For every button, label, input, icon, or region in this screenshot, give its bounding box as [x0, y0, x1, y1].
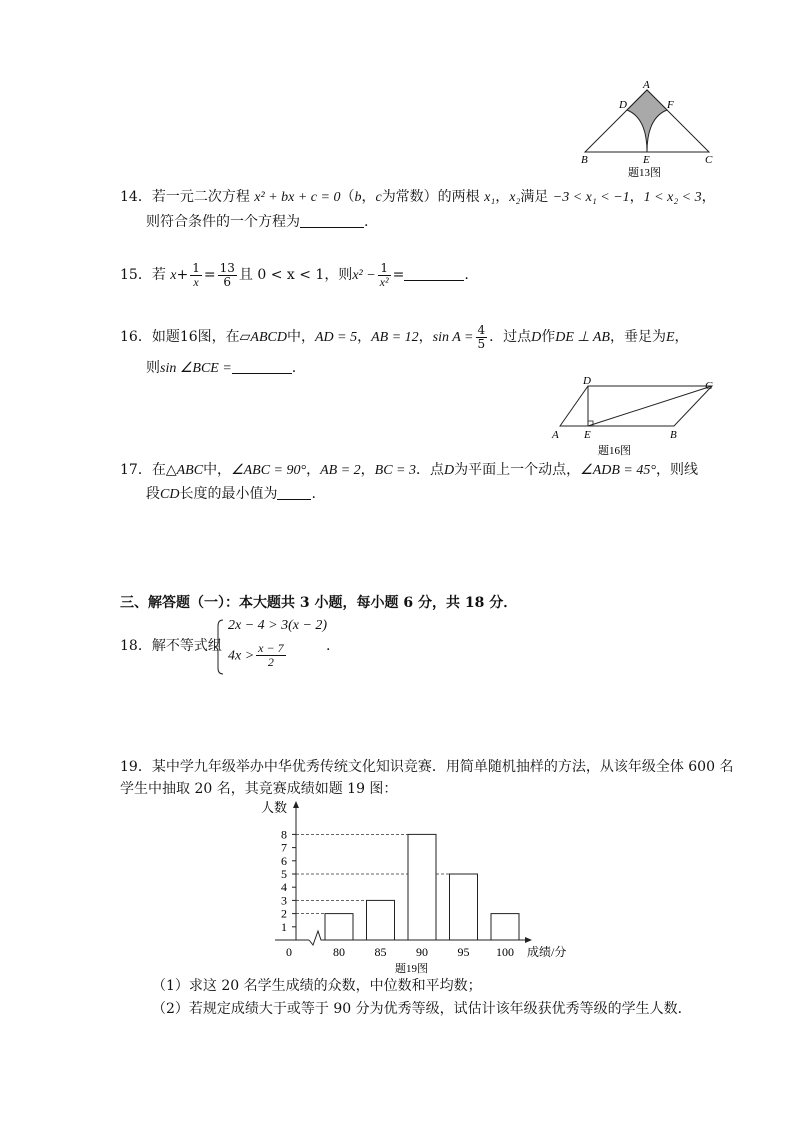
- q14-text-a: 若一元二次方程: [151, 189, 250, 205]
- q17-line1: 17．在△ABC中，∠ABC = 90°，AB = 2，BC = 3．点D为平面上一个动点，∠ADB = 45°，则线: [120, 462, 698, 478]
- q17-d: D: [444, 463, 455, 478]
- fig13-caption: 题13图: [628, 167, 661, 179]
- x-tick-label-95: 95: [457, 945, 470, 959]
- figure-16: [548, 376, 720, 458]
- q14-equation: x² + bx + c = 0: [254, 190, 341, 205]
- q15-answer-blank[interactable]: [404, 266, 464, 281]
- y-tick-label-8: 8: [281, 827, 287, 842]
- q14-answer-blank[interactable]: [300, 213, 364, 228]
- fig16-label-C: C: [705, 380, 713, 392]
- q17-line2-a: 段: [146, 486, 160, 502]
- q18-ineq2: [228, 642, 288, 669]
- q14-text-b: （: [340, 189, 355, 205]
- q17-text-e: ，则线: [655, 462, 698, 478]
- q15-frac3: $\frac{1}{\text{x²}}$: [379, 260, 389, 289]
- q14-text-d: 满足: [520, 189, 549, 205]
- q17-ab: AB = 2: [320, 463, 361, 478]
- q17-end: .: [311, 486, 316, 502]
- fig16-label-E: E: [584, 429, 591, 441]
- q14-line2: [146, 212, 368, 232]
- q14-cond2: 1 < x₂ < 3: [643, 190, 702, 205]
- q14-c: c: [375, 190, 382, 205]
- q15-expr: x² −: [352, 268, 376, 283]
- q15-eq: =: [203, 267, 216, 283]
- bar-90: [408, 834, 436, 940]
- q16-e: E: [665, 330, 675, 345]
- q15-cond: 且 0 < x < 1: [238, 267, 325, 283]
- q18-label: [120, 636, 222, 656]
- q17-angle: ∠ABC = 90°: [231, 463, 307, 478]
- x-axis-arrow: [525, 937, 532, 943]
- q15-eq2: =: [392, 267, 405, 283]
- y-tick-label-4: 4: [281, 880, 287, 895]
- q19-line1-text: 某中学九年级举办中华优秀传统文化知识竞赛．用简单随机抽样的方法，从该年级全体 600 名: [151, 759, 734, 775]
- q16-line2-a: 则: [146, 360, 160, 376]
- q15-text-b: ，则: [324, 267, 353, 283]
- q17-abc: ABC: [176, 463, 204, 478]
- q15-x: x: [170, 268, 177, 283]
- fig16-label-A: A: [552, 429, 559, 441]
- q16-abcd: ABCD: [250, 330, 287, 345]
- q16-frac: $\frac{4}{5}$: [477, 322, 486, 351]
- y-tick-label-2: 2: [281, 906, 287, 921]
- q14-x2: x₂: [509, 190, 521, 205]
- q16-text-d: 作: [541, 329, 556, 345]
- q15-frac1: $\frac{1}{x}$: [192, 260, 200, 289]
- q17-text-b: 中，: [203, 462, 232, 478]
- q18-number: 18．: [120, 638, 152, 654]
- shaded-region: [627, 90, 667, 152]
- q16-number: 16．: [120, 329, 152, 345]
- q16-sin-bce: sin ∠BCE =: [160, 361, 232, 376]
- q15-plus: +: [176, 267, 189, 283]
- q16-line1: 16．如题16图，在▱ABCD中，AD = 5，AB = 12，sin A = $\frac{4}{5}$ ．过点D作DE ⊥ AB，垂足为E，: [120, 322, 689, 351]
- q16-text-b: 中，: [286, 329, 315, 345]
- x-tick-label-80: 80: [333, 945, 345, 959]
- section3-title: 三、解答题（一）：本大题共 3 小题，每小题 6 分，共 18 分．: [120, 595, 518, 611]
- q17-bc: BC = 3: [374, 463, 417, 478]
- q16-d: D: [531, 330, 542, 345]
- q17-line2-b: 长度的最小值为: [179, 486, 278, 502]
- q14-x1: x₁: [484, 190, 496, 205]
- y-axis-label: 人数: [261, 800, 288, 815]
- q17-cd: CD: [160, 487, 180, 502]
- q16-text-a: 如题16图，在▱: [151, 329, 251, 345]
- parallelogram: [560, 386, 712, 426]
- q18-ineq2-a: 4x >: [228, 648, 255, 664]
- y-tick-label-7: 7: [281, 840, 287, 855]
- q16-sin-a: sin A =: [432, 330, 474, 345]
- q14-line2-text: 则符合条件的一个方程为: [146, 214, 300, 230]
- q15-text-a: 若: [151, 267, 166, 283]
- q18-brace: [213, 618, 225, 676]
- fig16-label-B: B: [670, 429, 677, 441]
- y-tick-label-1: 1: [281, 919, 287, 934]
- q14-comma: ，: [361, 189, 376, 205]
- q19-sub1: （1）求这 20 名学生成绩的众数，中位数和平均数；: [152, 978, 482, 994]
- q18-end: .: [326, 638, 331, 654]
- q15-end: .: [464, 267, 469, 283]
- bar-95: [450, 874, 478, 940]
- q19-sub2: （2）若规定成绩大于或等于 90 分为优秀等级，试估计该年级获优秀等级的学生人数．: [152, 1001, 692, 1017]
- chart-caption: 题19图: [395, 963, 428, 975]
- q17-text-d: 为平面上一个动点，: [454, 462, 581, 478]
- q16-end: .: [291, 360, 297, 376]
- fig16-label-D: D: [583, 376, 591, 387]
- q14-number: 14．: [120, 189, 152, 205]
- q15-line: [120, 260, 469, 291]
- q14-cond1: −3 < x₁ < −1: [552, 190, 630, 205]
- q14-line1: 14．若一元二次方程 x² + bx + c = 0（b，c为常数）的两根 x₁，x₂满足 −3 < x₁ < −1，1 < x₂ < 3，: [120, 189, 716, 205]
- q16-text-e: ，垂足为: [609, 329, 666, 345]
- x-tick-label-90: 90: [416, 945, 428, 959]
- fig13-label-C: C: [705, 154, 713, 166]
- y-tick-label-5: 5: [281, 867, 287, 881]
- q16-ad: AD = 5: [314, 330, 358, 345]
- q16-perp: DE ⊥ AB: [555, 330, 610, 345]
- x-tick-label-85: 85: [374, 945, 387, 959]
- q17-answer-blank[interactable]: [277, 485, 311, 500]
- fig13-label-A: A: [643, 79, 650, 91]
- q19-line1: [120, 757, 733, 777]
- fig16-caption: 题16图: [598, 445, 631, 457]
- q17-text-a: 在△: [151, 462, 177, 478]
- y-tick-label-6: 6: [281, 853, 287, 868]
- q14-end: .: [364, 214, 369, 230]
- q14-text-c: 为常数）的两根: [381, 189, 480, 205]
- bar-85: [367, 900, 395, 940]
- q14-b: b: [354, 190, 362, 205]
- figure-19-bar-chart: [255, 798, 585, 976]
- q17-angle2: ∠ADB = 45°: [580, 463, 656, 478]
- x-axis-label: 成绩/分: [527, 945, 567, 959]
- q17-line2: [146, 484, 316, 505]
- figure-13: [575, 78, 725, 180]
- fig13-label-F: F: [667, 99, 674, 111]
- fig13-label-E: E: [643, 154, 650, 166]
- fig13-label-D: D: [619, 99, 627, 111]
- q15-frac2: $\frac{13}{6}$: [219, 260, 235, 289]
- q18-text: 解不等式组: [151, 638, 222, 654]
- q16-line2: [146, 358, 296, 379]
- q15-number: 15．: [120, 267, 152, 283]
- q16-ab: AB = 12: [371, 330, 419, 345]
- fig13-label-B: B: [581, 154, 588, 166]
- q17-text-c: ．点: [416, 462, 445, 478]
- q17-number: 17．: [120, 462, 152, 478]
- q18-frac: $\frac{x - 7}{2}$: [258, 641, 284, 669]
- bar-80: [325, 914, 353, 940]
- q19-number: 19．: [120, 759, 152, 775]
- q16-text-c: ．过点: [489, 329, 532, 345]
- y-tick-label-3: 3: [281, 893, 287, 908]
- q18-ineq1: 2x − 4 > 3(x − 2): [228, 618, 328, 633]
- q19-line2: 学生中抽取 20 名，其竞赛成绩如题 19 图：: [120, 781, 398, 797]
- x-tick-label-100: 100: [496, 945, 514, 959]
- y-axis-arrow: [293, 801, 299, 808]
- origin-label: 0: [286, 945, 292, 959]
- bar-100: [491, 914, 519, 940]
- q16-answer-blank[interactable]: [232, 359, 292, 374]
